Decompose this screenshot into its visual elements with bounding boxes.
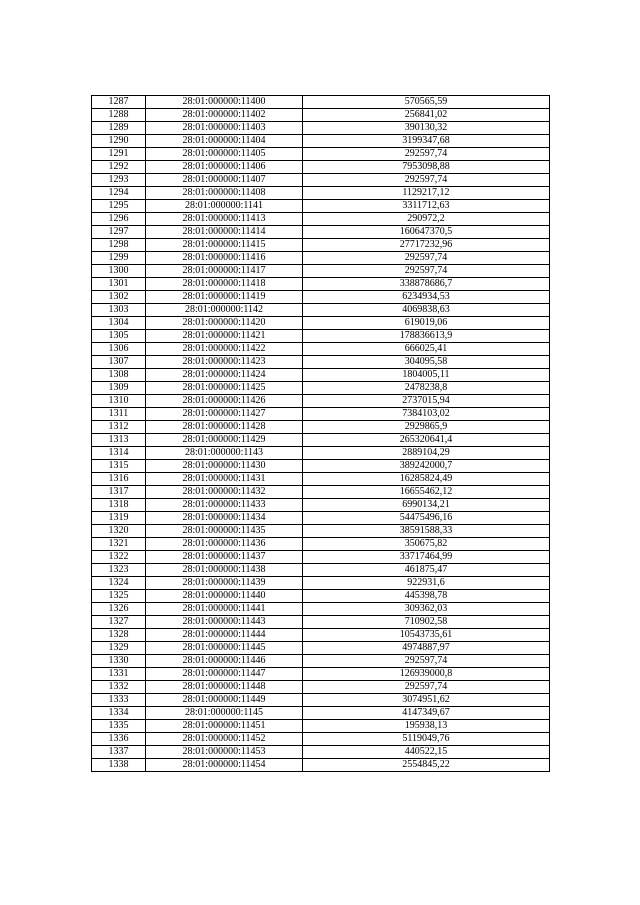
value-cell: 16655462,12: [303, 486, 550, 499]
row-number-cell: 1305: [92, 330, 146, 343]
table-row: [92, 616, 550, 629]
cadastral-number-cell: 28:01:000000:11417: [146, 265, 303, 278]
cadastral-number-cell: 28:01:000000:11426: [146, 395, 303, 408]
value-cell: 2554845,22: [303, 759, 550, 772]
row-number-cell: 1310: [92, 395, 146, 408]
value-cell: 922931,6: [303, 577, 550, 590]
row-number-cell: 1335: [92, 720, 146, 733]
row-number-cell: 1313: [92, 434, 146, 447]
table-row: [92, 265, 550, 278]
table-row: [92, 629, 550, 642]
table-row: [92, 746, 550, 759]
cadastral-number-cell: 28:01:000000:11407: [146, 174, 303, 187]
cadastral-number-cell: 28:01:000000:11422: [146, 343, 303, 356]
cadastral-number-cell: 28:01:000000:11429: [146, 434, 303, 447]
row-number-cell: 1303: [92, 304, 146, 317]
cadastral-number-cell: 28:01:000000:11414: [146, 226, 303, 239]
table-row: [92, 330, 550, 343]
row-number-cell: 1320: [92, 525, 146, 538]
cadastral-number-cell: 28:01:000000:1145: [146, 707, 303, 720]
row-number-cell: 1338: [92, 759, 146, 772]
row-number-cell: 1296: [92, 213, 146, 226]
value-cell: 2737015,94: [303, 395, 550, 408]
cadastral-number-cell: 28:01:000000:11438: [146, 564, 303, 577]
row-number-cell: 1307: [92, 356, 146, 369]
table-row: [92, 655, 550, 668]
cadastral-number-cell: 28:01:000000:11443: [146, 616, 303, 629]
value-cell: 3199347,68: [303, 135, 550, 148]
cadastral-number-cell: 28:01:000000:11419: [146, 291, 303, 304]
row-number-cell: 1334: [92, 707, 146, 720]
cadastral-number-cell: 28:01:000000:11400: [146, 96, 303, 109]
row-number-cell: 1287: [92, 96, 146, 109]
cadastral-number-cell: 28:01:000000:11431: [146, 473, 303, 486]
value-cell: 27717232,96: [303, 239, 550, 252]
row-number-cell: 1301: [92, 278, 146, 291]
value-cell: 445398,78: [303, 590, 550, 603]
table-row: [92, 213, 550, 226]
row-number-cell: 1299: [92, 252, 146, 265]
cadastral-number-cell: 28:01:000000:11446: [146, 655, 303, 668]
table-row: [92, 96, 550, 109]
table-row: [92, 707, 550, 720]
table-row: [92, 304, 550, 317]
row-number-cell: 1298: [92, 239, 146, 252]
table-row: [92, 187, 550, 200]
cadastral-number-cell: 28:01:000000:11437: [146, 551, 303, 564]
value-cell: 309362,03: [303, 603, 550, 616]
row-number-cell: 1319: [92, 512, 146, 525]
value-cell: 570565,59: [303, 96, 550, 109]
cadastral-number-cell: 28:01:000000:11423: [146, 356, 303, 369]
row-number-cell: 1330: [92, 655, 146, 668]
table-row: [92, 525, 550, 538]
value-cell: 292597,74: [303, 174, 550, 187]
cadastral-number-cell: 28:01:000000:11449: [146, 694, 303, 707]
value-cell: 304095,58: [303, 356, 550, 369]
cadastral-number-cell: 28:01:000000:11441: [146, 603, 303, 616]
row-number-cell: 1295: [92, 200, 146, 213]
cadastral-number-cell: 28:01:000000:11408: [146, 187, 303, 200]
table-row: [92, 421, 550, 434]
value-cell: 292597,74: [303, 148, 550, 161]
table-row: [92, 551, 550, 564]
table-row: [92, 642, 550, 655]
table-row: [92, 226, 550, 239]
value-cell: 4974887,97: [303, 642, 550, 655]
row-number-cell: 1317: [92, 486, 146, 499]
table-row: [92, 109, 550, 122]
table-row: [92, 239, 550, 252]
value-cell: 7953098,88: [303, 161, 550, 174]
row-number-cell: 1291: [92, 148, 146, 161]
cadastral-number-cell: 28:01:000000:11403: [146, 122, 303, 135]
value-cell: 126939000,8: [303, 668, 550, 681]
cadastral-number-cell: 28:01:000000:11452: [146, 733, 303, 746]
value-cell: 4069838,63: [303, 304, 550, 317]
value-cell: 1804005,11: [303, 369, 550, 382]
cadastral-value-table: [91, 95, 550, 772]
value-cell: 4147349,67: [303, 707, 550, 720]
row-number-cell: 1309: [92, 382, 146, 395]
cadastral-number-cell: 28:01:000000:1141: [146, 200, 303, 213]
row-number-cell: 1325: [92, 590, 146, 603]
table-row: [92, 356, 550, 369]
cadastral-number-cell: 28:01:000000:11405: [146, 148, 303, 161]
row-number-cell: 1297: [92, 226, 146, 239]
row-number-cell: 1318: [92, 499, 146, 512]
table-row: [92, 577, 550, 590]
value-cell: 7384103,02: [303, 408, 550, 421]
cadastral-number-cell: 28:01:000000:11404: [146, 135, 303, 148]
value-cell: 256841,02: [303, 109, 550, 122]
value-cell: 178836613,9: [303, 330, 550, 343]
value-cell: 3074951,62: [303, 694, 550, 707]
value-cell: 710902,58: [303, 616, 550, 629]
row-number-cell: 1294: [92, 187, 146, 200]
table-row: [92, 538, 550, 551]
value-cell: 2929865,9: [303, 421, 550, 434]
value-cell: 195938,13: [303, 720, 550, 733]
cadastral-number-cell: 28:01:000000:11430: [146, 460, 303, 473]
row-number-cell: 1329: [92, 642, 146, 655]
cadastral-number-cell: 28:01:000000:11413: [146, 213, 303, 226]
row-number-cell: 1308: [92, 369, 146, 382]
cadastral-number-cell: 28:01:000000:11416: [146, 252, 303, 265]
value-cell: 265320641,4: [303, 434, 550, 447]
table-row: [92, 681, 550, 694]
value-cell: 2889104,29: [303, 447, 550, 460]
cadastral-number-cell: 28:01:000000:11421: [146, 330, 303, 343]
cadastral-number-cell: 28:01:000000:11402: [146, 109, 303, 122]
row-number-cell: 1328: [92, 629, 146, 642]
table-row: [92, 603, 550, 616]
cadastral-number-cell: 28:01:000000:11428: [146, 421, 303, 434]
table-row: [92, 759, 550, 772]
row-number-cell: 1336: [92, 733, 146, 746]
cadastral-number-cell: 28:01:000000:1143: [146, 447, 303, 460]
cadastral-number-cell: 28:01:000000:11448: [146, 681, 303, 694]
table-row: [92, 135, 550, 148]
row-number-cell: 1323: [92, 564, 146, 577]
value-cell: 461875,47: [303, 564, 550, 577]
table-row: [92, 161, 550, 174]
cadastral-number-cell: 28:01:000000:11415: [146, 239, 303, 252]
row-number-cell: 1290: [92, 135, 146, 148]
cadastral-number-cell: 28:01:000000:11425: [146, 382, 303, 395]
value-cell: 290972,2: [303, 213, 550, 226]
table-row: [92, 148, 550, 161]
value-cell: 6234934,53: [303, 291, 550, 304]
value-cell: 389242000,7: [303, 460, 550, 473]
row-number-cell: 1312: [92, 421, 146, 434]
cadastral-number-cell: 28:01:000000:11434: [146, 512, 303, 525]
value-cell: 16285824,49: [303, 473, 550, 486]
table-row: [92, 499, 550, 512]
table-row: [92, 174, 550, 187]
value-cell: 1129217,12: [303, 187, 550, 200]
table-row: [92, 564, 550, 577]
cadastral-number-cell: 28:01:000000:11439: [146, 577, 303, 590]
row-number-cell: 1293: [92, 174, 146, 187]
table-row: [92, 395, 550, 408]
cadastral-number-cell: 28:01:000000:11424: [146, 369, 303, 382]
cadastral-number-cell: 28:01:000000:11444: [146, 629, 303, 642]
value-cell: 292597,74: [303, 265, 550, 278]
cadastral-number-cell: 28:01:000000:11418: [146, 278, 303, 291]
table-row: [92, 720, 550, 733]
cadastral-number-cell: 28:01:000000:11436: [146, 538, 303, 551]
table-body: [92, 96, 550, 772]
value-cell: 292597,74: [303, 252, 550, 265]
table-row: [92, 369, 550, 382]
row-number-cell: 1327: [92, 616, 146, 629]
value-cell: 3311712,63: [303, 200, 550, 213]
value-cell: 390130,32: [303, 122, 550, 135]
value-cell: 54475496,16: [303, 512, 550, 525]
cadastral-number-cell: 28:01:000000:11440: [146, 590, 303, 603]
value-cell: 292597,74: [303, 655, 550, 668]
value-cell: 440522,15: [303, 746, 550, 759]
document-page: [91, 95, 549, 772]
table-row: [92, 382, 550, 395]
row-number-cell: 1326: [92, 603, 146, 616]
value-cell: 666025,41: [303, 343, 550, 356]
row-number-cell: 1311: [92, 408, 146, 421]
table-row: [92, 590, 550, 603]
table-row: [92, 200, 550, 213]
value-cell: 160647370,5: [303, 226, 550, 239]
cadastral-number-cell: 28:01:000000:11420: [146, 317, 303, 330]
value-cell: 33717464,99: [303, 551, 550, 564]
row-number-cell: 1288: [92, 109, 146, 122]
table-row: [92, 447, 550, 460]
table-row: [92, 408, 550, 421]
row-number-cell: 1332: [92, 681, 146, 694]
table-row: [92, 473, 550, 486]
row-number-cell: 1302: [92, 291, 146, 304]
value-cell: 38591588,33: [303, 525, 550, 538]
cadastral-number-cell: 28:01:000000:11435: [146, 525, 303, 538]
cadastral-number-cell: 28:01:000000:11427: [146, 408, 303, 421]
cadastral-number-cell: 28:01:000000:11406: [146, 161, 303, 174]
row-number-cell: 1304: [92, 317, 146, 330]
row-number-cell: 1300: [92, 265, 146, 278]
table-row: [92, 291, 550, 304]
table-row: [92, 434, 550, 447]
value-cell: 6990134,21: [303, 499, 550, 512]
table-row: [92, 317, 550, 330]
row-number-cell: 1314: [92, 447, 146, 460]
table-row: [92, 122, 550, 135]
cadastral-number-cell: 28:01:000000:11451: [146, 720, 303, 733]
table-row: [92, 343, 550, 356]
cadastral-number-cell: 28:01:000000:11454: [146, 759, 303, 772]
table-row: [92, 512, 550, 525]
cadastral-number-cell: 28:01:000000:11432: [146, 486, 303, 499]
value-cell: 10543735,61: [303, 629, 550, 642]
row-number-cell: 1322: [92, 551, 146, 564]
table-row: [92, 668, 550, 681]
table-row: [92, 694, 550, 707]
table-row: [92, 460, 550, 473]
row-number-cell: 1337: [92, 746, 146, 759]
table-row: [92, 252, 550, 265]
row-number-cell: 1315: [92, 460, 146, 473]
value-cell: 5119049,76: [303, 733, 550, 746]
row-number-cell: 1292: [92, 161, 146, 174]
value-cell: 292597,74: [303, 681, 550, 694]
cadastral-number-cell: 28:01:000000:1142: [146, 304, 303, 317]
value-cell: 338878686,7: [303, 278, 550, 291]
row-number-cell: 1306: [92, 343, 146, 356]
table-row: [92, 486, 550, 499]
row-number-cell: 1331: [92, 668, 146, 681]
value-cell: 619019,06: [303, 317, 550, 330]
cadastral-number-cell: 28:01:000000:11433: [146, 499, 303, 512]
value-cell: 2478238,8: [303, 382, 550, 395]
cadastral-number-cell: 28:01:000000:11447: [146, 668, 303, 681]
value-cell: 350675,82: [303, 538, 550, 551]
table-row: [92, 733, 550, 746]
row-number-cell: 1316: [92, 473, 146, 486]
row-number-cell: 1289: [92, 122, 146, 135]
cadastral-number-cell: 28:01:000000:11453: [146, 746, 303, 759]
cadastral-number-cell: 28:01:000000:11445: [146, 642, 303, 655]
table-row: [92, 278, 550, 291]
row-number-cell: 1321: [92, 538, 146, 551]
row-number-cell: 1333: [92, 694, 146, 707]
row-number-cell: 1324: [92, 577, 146, 590]
